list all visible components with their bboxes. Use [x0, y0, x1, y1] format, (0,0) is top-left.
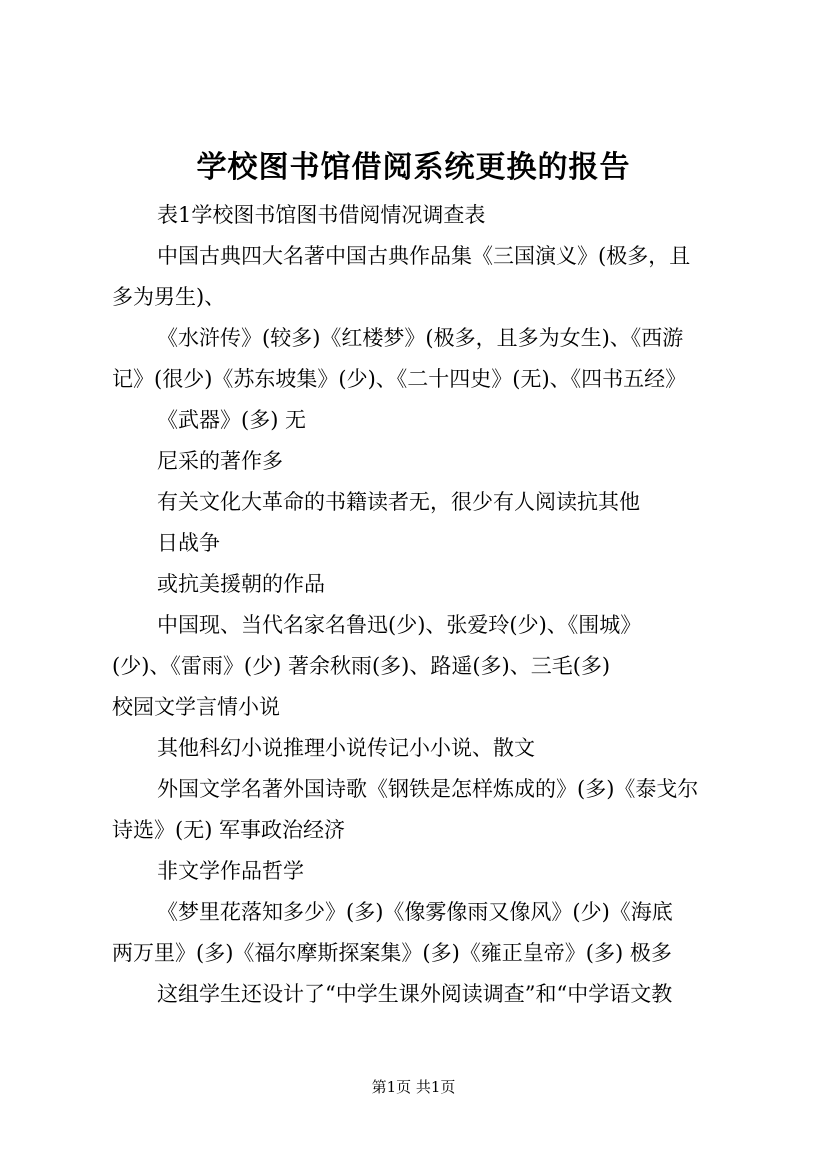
body-line: 表1学校图书馆图书借阅情况调查表 [157, 203, 486, 227]
body-line: (少)、《雷雨》(少) 著余秋雨(多)、路遥(多)、三毛(多) [112, 654, 611, 678]
body-line: 校园文学言情小说 [112, 695, 280, 719]
body-line: 其他科幻小说推理小说传记小小说、散文 [157, 736, 535, 760]
body-line: 两万里》(多)《福尔摩斯探案集》(多)《雍正皇帝》(多) 极多 [112, 941, 672, 965]
document-body [112, 195, 732, 1015]
body-line: 《梦里花落知多少》(多)《像雾像雨又像风》(少)《海底 [157, 900, 673, 924]
page-footer: 第1页 共1页 [371, 1078, 456, 1096]
body-line: 尼采的著作多 [157, 449, 283, 473]
body-line: 《水浒传》(较多)《红楼梦》(极多，且多为女生)、《西游 [157, 326, 684, 350]
body-line: 或抗美援朝的作品 [157, 572, 325, 596]
body-line: 多为男生)、 [112, 285, 226, 309]
body-line: 这组学生还设计了“中学生课外阅读调查”和“中学语文教 [157, 982, 673, 1006]
body-line: 中国古典四大名著中国古典作品集《三国演义》(极多，且 [157, 244, 691, 268]
body-line: 中国现、当代名家名鲁迅(少)、张爱玲(少)、《围城》 [157, 613, 642, 637]
body-line: 《武器》(多) 无 [157, 408, 307, 432]
body-line: 记》(很少)《苏东坡集》(少)、《二十四史》(无)、《四书五经》 [112, 367, 687, 391]
body-line: 诗选》(无) 军事政治经济 [112, 818, 346, 842]
document-title: 学校图书馆借阅系统更换的报告 [196, 150, 631, 185]
body-line: 外国文学名著外国诗歌《钢铁是怎样炼成的》(多)《泰戈尔 [157, 777, 699, 801]
body-line: 日战争 [157, 531, 220, 555]
body-line: 非文学作品哲学 [157, 859, 304, 883]
body-line: 有关文化大革命的书籍读者无，很少有人阅读抗其他 [157, 490, 640, 514]
